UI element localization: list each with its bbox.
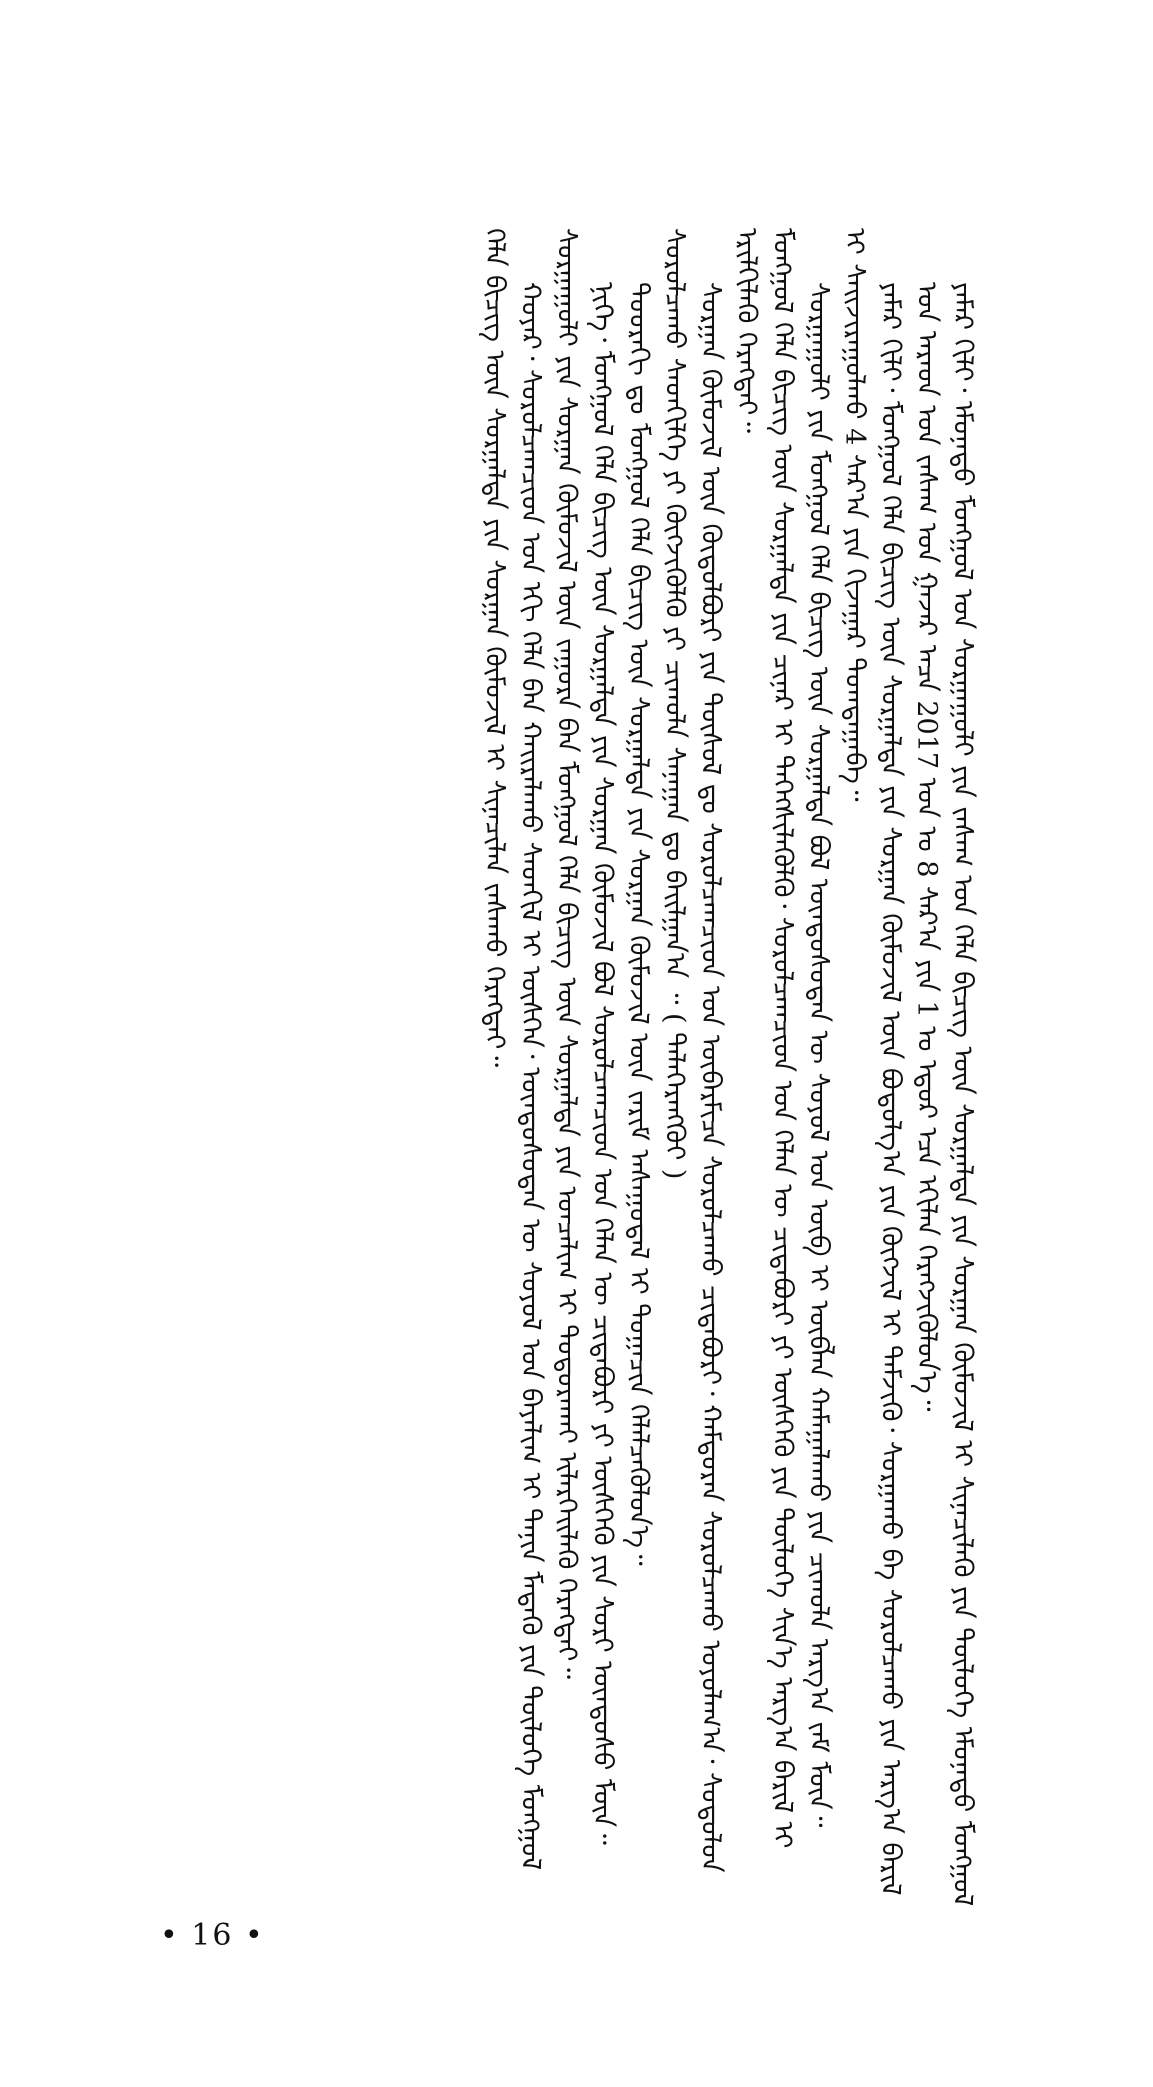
paragraph: ᠰᠤᠷᠭᠠᠭᠤᠯᠢ ᠶᠢᠨ ᠮᠣᠩᠭᠣᠯ ᠬᠡᠯᠡ ᠪᠢᠴᠢᠭ ᠦᠨ ᠰᠤᠷᠭᠠᠯᠲᠠ ᠪᠣᠯ ᠦᠨᠳᠦᠰᠦᠲᠡᠨ ᠦ ᠰᠣᠶᠣᠯ ᠤᠨ ᠥᠪ ᠢ ᠥᠪᠯᠡᠨ ᠬᠠᠮᠠᠭᠠᠯᠠᠬᠤ ᠶᠢᠨ ᠴᠢᠬᠤᠯᠠ ᠠᠷᠭ᠎ᠠ ᠵᠠᠮ ᠮᠥᠨ᠃ ᠮᠣᠩᠭᠣᠯ ᠬᠡᠯᠡ ᠪᠢᠴᠢᠭ ᠦᠨ ᠰᠤᠷᠭᠠᠯᠲᠠ ᠶᠢᠨ ᠴᠢᠨᠠᠷ ᠢ ᠳᠡᠭᠡᠭᠰᠢᠯᠡᠭᠦᠯᠬᠦ᠂ ᠰᠤᠷᠤᠯᠴᠠᠭᠴᠢᠳ ᠤᠨ ᠬᠡᠯᠡᠨ ᠦ ᠴᠢᠳᠠᠪᠤᠷᠢ ᠶᠢ ᠥᠰᠬᠡᠬᠦ ᠶᠢᠨ ᠲᠥᠯᠦᠭᠡ ᠰᠢᠨ᠎ᠡ ᠠᠷᠭ᠎ᠠ ᠪᠠᠷᠢᠯ ᠢ ᠡᠷᠢᠯᠬᠢᠯᠡᠬᠦ ᠬᠡᠷᠡᠭᠲᠡᠢ᠃	[731, 228, 834, 1849]
paragraph: ᠶᠠᠮᠠᠷ ᠬᠢᠯᠢ᠂ ᠡᠮᠦᠨᠡᠳᠦ ᠮᠣᠩᠭᠣᠯ ᠤᠨ ᠰᠤᠷᠭᠠᠭᠤᠯᠢ ᠶᠢᠨ ᠵᠠᠰᠠᠭ ᠤᠨ ᠬᠡᠯᠡ ᠪᠢᠴᠢᠭ ᠦᠨ ᠰᠤᠷᠭᠠᠯᠲᠠ ᠶᠢᠨ ᠰᠤᠷᠭᠠᠨ ᠬᠦᠮᠦᠵᠢᠯ ᠢ ᠰᠢᠨᠡᠴᠢᠯᠡᠬᠦ ᠶᠢᠨ ᠲᠥᠯᠦᠭᠡ ᠡᠮᠦᠨᠡᠳᠦ ᠮᠣᠩᠭᠣᠯ ᠤᠨ ᠠᠷᠠᠳ ᠤᠨ ᠵᠠᠰᠠᠭ ᠤᠨ ᠭᠠᠵᠠᠷ ᠠᠴᠠ 2017 ᠣᠨ ᠤ 8 ᠰᠠᠷ᠎ᠠ ᠶᠢᠨ 1 ᠤ ᠡᠳᠦᠷ ᠡᠴᠡ ᠡᠬᠢᠯᠡᠨ ᠬᠡᠷᠡᠭᠵᠢᠭᠦᠯᠦᠨ᠎ᠡ᠃	[911, 282, 978, 1907]
paragraph: ᠶᠠᠮᠠᠷ ᠬᠢᠯᠢ᠂ ᠮᠣᠩᠭᠣᠯ ᠬᠡᠯᠡ ᠪᠢᠴᠢᠭ ᠦᠨ ᠰᠤᠷᠭᠠᠯᠲᠠ ᠶᠢᠨ ᠰᠤᠷᠭᠠᠨ ᠬᠦᠮᠦᠵᠢᠯ ᠦᠨ ᠪᠣᠳᠤᠯᠭ᠎ᠠ ᠶᠢᠨ ᠬᠥᠭᠵᠢᠯ ᠢ ᠳᠡᠮᠵᠢᠬᠦ᠂ ᠰᠤᠷᠭᠠᠬᠤ ᠪᠠ ᠰᠤᠷᠤᠯᠴᠠᠬᠤ ᠶᠢᠨ ᠠᠷᠭ᠎ᠠ ᠪᠠᠷᠢᠯ ᠢ ᠰᠠᠢᠵᠢᠷᠠᠭᠤᠯᠬᠤ 4 ᠰᠠᠷ᠎ᠠ ᠶᠢᠨ ᠬᠢᠵᠠᠭᠠᠷ ᠲᠣᠭᠲᠠᠭᠠᠪᠠ᠃	[839, 228, 906, 1896]
paragraph: ᠳᠣᠣᠷᠠᠬᠢ ᠳᠤ ᠮᠣᠩᠭᠣᠯ ᠬᠡᠯᠡ ᠪᠢᠴᠢᠭ ᠦᠨ ᠰᠤᠷᠭᠠᠯᠲᠠ ᠶᠢᠨ ᠰᠤᠷᠭᠠᠨ ᠬᠦᠮᠦᠵᠢᠯ ᠦᠨ ᠵᠠᠷᠢᠮ ᠠᠰᠠᠭᠤᠳᠠᠯ ᠢ ᠲᠣᠭᠠᠴᠢᠨ ᠬᠡᠯᠡᠯᠴᠡᠭᠦᠯᠦᠨ᠎ᠡ᠃	[623, 282, 654, 1566]
paragraph: ᠬᠣᠶᠠᠷ᠂ ᠰᠤᠷᠤᠯᠴᠠᠭᠴᠢᠳ ᠤᠨ ᠡᠬᠢ ᠬᠡᠯᠡ ᠪᠠᠨ ᠬᠠᠢᠷᠠᠯᠠᠬᠤ ᠰᠡᠳᠬᠢᠯ ᠢ ᠥᠰᠬᠡᠨ᠂ ᠦᠨᠳᠦᠰᠦᠲᠡᠨ ᠦ ᠰᠣᠶᠣᠯ ᠤᠨ ᠪᠠᠶᠠᠯᠢᠭ ᠢ ᠲᠠᠨᠢᠨ ᠮᠡᠳᠡᠬᠦ ᠶᠢᠨ ᠲᠥᠯᠦᠭᠡ ᠮᠣᠩᠭᠣᠯ ᠬᠡᠯᠡ ᠪᠢᠴᠢᠭ ᠦᠨ ᠰᠤᠷᠭᠠᠯᠲᠠ ᠶᠢᠨ ᠰᠤᠷᠭᠠᠨ ᠬᠦᠮᠦᠵᠢᠯ ᠢ ᠰᠢᠨᠡᠴᠢᠯᠡᠨ ᠵᠠᠰᠠᠬᠤ ᠬᠡᠷᠡᠭᠲᠡᠢ᠃	[479, 228, 546, 1871]
body-text	[180, 228, 980, 1908]
paragraph: ᠰᠤᠷᠭᠠᠨ ᠬᠦᠮᠦᠵᠢᠯ ᠦᠨ ᠬᠥᠲᠥᠯᠪᠦᠷᠢ ᠶᠢᠨ ᠲᠥᠰᠥᠯ ᠳᠤ ᠰᠤᠷᠤᠯᠴᠠᠭᠴᠢᠳ ᠤᠨ ᠥᠪᠡᠷᠮᠢᠴᠡ ᠰᠤᠷᠤᠯᠴᠠᠬᠤ ᠴᠢᠳᠠᠪᠤᠷᠢ᠂ ᠬᠠᠮᠲᠤᠷᠠᠨ ᠰᠤᠷᠤᠯᠴᠠᠬᠤ ᠤᠶᠤᠯᠠᠭ᠎ᠠ᠂ ᠰᠤᠳᠤᠯᠤᠨ ᠰᠤᠷᠤᠯᠴᠠᠬᠤ ᠰᠡᠳᠬᠢᠯᠭᠡ ᠶᠢ ᠬᠥᠭᠵᠢᠭᠦᠯᠬᠦ ᠶᠢ ᠴᠢᠬᠤᠯᠠ ᠰᠠᠨᠠᠭᠠᠨ ᠳᠤ ᠪᠠᠢᠯᠭᠠᠨ᠎ᠠ ᠃ ( ᠳᠡᠯᠡᠭᠡᠷᠡᠩᠭᠦᠢ )	[659, 228, 726, 1873]
page-number: • 16 •	[160, 1918, 265, 1953]
paragraph: ᠨᠢᠭᠡ᠂ ᠮᠣᠩᠭᠣᠯ ᠬᠡᠯᠡ ᠪᠢᠴᠢᠭ ᠦᠨ ᠰᠤᠷᠭᠠᠯᠲᠠ ᠶᠢᠨ ᠰᠤᠷᠭᠠᠨ ᠬᠦᠮᠦᠵᠢᠯ ᠪᠣᠯ ᠰᠤᠷᠤᠯᠴᠠᠭᠴᠢᠳ ᠤᠨ ᠬᠡᠯᠡᠨ ᠦ ᠴᠢᠳᠠᠪᠤᠷᠢ ᠶᠢ ᠥᠰᠬᠡᠬᠦ ᠶᠢᠨ ᠰᠤᠷᠢ ᠦᠨᠳᠦᠰᠦ ᠮᠥᠨ᠃ ᠰᠤᠷᠭᠠᠭᠤᠯᠢ ᠶᠢᠨ ᠰᠤᠷᠭᠠᠨ ᠬᠦᠮᠦᠵᠢᠯ ᠦᠨ ᠵᠠᠭᠤᠷᠠ ᠪᠠᠨ ᠮᠣᠩᠭᠣᠯ ᠬᠡᠯᠡ ᠪᠢᠴᠢᠭ ᠦᠨ ᠰᠤᠷᠭᠠᠯᠲᠠ ᠶᠢᠨ ᠣᠨᠴᠠᠯᠢᠭ ᠢ ᠲᠣᠳᠣᠷᠠᠬᠠᠢ ᠢᠯᠡᠷᠬᠡᠢᠯᠡᠬᠦ ᠬᠡᠷᠡᠭᠲᠡᠢ᠃	[551, 228, 618, 1845]
